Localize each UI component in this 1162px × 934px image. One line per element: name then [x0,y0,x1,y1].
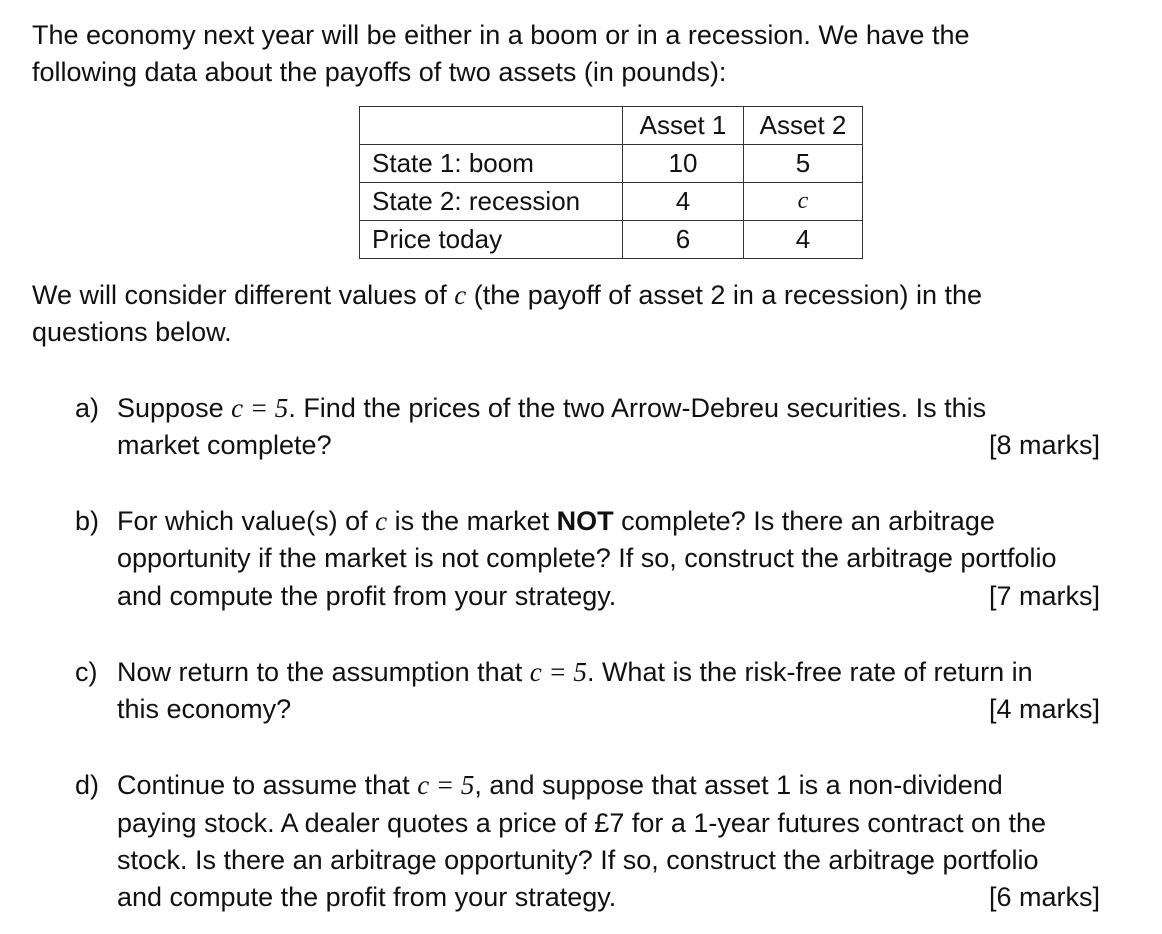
variable-c: c [454,280,467,310]
payoff-table [359,106,863,259]
variable-c: c [375,506,388,536]
question-b-marks: [7 marks] [988,581,1100,611]
question-d-letter: d) [75,770,100,800]
intro-line-1: The economy next year will be either in a boom or in a recession. We have the [32,20,970,50]
consider-text-post: (the payoff of asset 2 in a recession) in the [466,280,982,310]
question-c-letter: c) [75,657,98,687]
table-row [360,145,863,183]
consider-line-1 [32,278,982,312]
table-header-asset-2: Asset 2 [744,107,863,145]
cell-asset-2: c [744,183,863,221]
question-d-line-1 [117,768,1003,802]
question-a-line-1 [117,391,986,425]
row-label: State 2: recession [360,183,623,221]
intro-line-2: following data about the payoffs of two assets (in pounds): [32,57,727,87]
cell-asset-1: 10 [623,145,744,183]
question-d-text-post: , and suppose that asset 1 is a non-dividend [474,770,1003,800]
question-d-line-2: paying stock. A dealer quotes a price of £7 for a 1-year futures contract on the [117,808,1047,838]
question-b-letter: b) [75,506,100,536]
question-c-marks: [4 marks] [988,694,1100,724]
question-a-letter: a) [75,393,100,423]
table-row [360,221,863,259]
question-c-line-2: this economy? [117,694,292,724]
equation-c-equals-5: c = 5 [417,770,475,800]
question-d-line-4: and compute the profit from your strategy. [117,882,617,912]
question-b-text-mid: is the market [387,506,557,536]
table-header-asset-1: Asset 1 [623,107,744,145]
question-d-text-pre: Continue to assume that [117,770,418,800]
emphasis-not: NOT [556,506,614,536]
consider-text-pre: We will consider different values of [32,280,455,310]
question-a-marks: [8 marks] [988,430,1100,460]
cell-asset-1: 6 [623,221,744,259]
question-d-marks: [6 marks] [988,882,1100,912]
question-a-line-2: market complete? [117,430,332,460]
row-label: State 1: boom [360,145,623,183]
question-b-text-pre: For which value(s) of [117,506,376,536]
equation-c-equals-5: c = 5 [231,393,289,423]
cell-asset-1: 4 [623,183,744,221]
row-label: Price today [360,221,623,259]
question-d-line-3: stock. Is there an arbitrage opportunity? If so, construct the arbitrage portfolio [117,845,1039,875]
table-header-empty [360,107,623,145]
question-b-text-post: complete? Is there an arbitrage [613,506,995,536]
cell-asset-2: 5 [744,145,863,183]
question-c-line-1 [117,655,1033,689]
question-b-line-2: opportunity if the market is not complete? If so, construct the arbitrage portfolio [117,543,1057,573]
equation-c-equals-5: c = 5 [529,657,587,687]
question-b-line-3: and compute the profit from your strategy. [117,581,617,611]
table-row [360,183,863,221]
question-c-text-pre: Now return to the assumption that [117,657,530,687]
consider-line-2: questions below. [32,317,232,347]
question-a-text-post: . Find the prices of the two Arrow-Debreu securities. Is this [288,393,987,423]
question-b-line-1 [117,504,995,538]
table-header-row [360,107,863,145]
cell-asset-2: 4 [744,221,863,259]
question-a-text-pre: Suppose [117,393,232,423]
question-c-text-post: . What is the risk-free rate of return in [586,657,1033,687]
